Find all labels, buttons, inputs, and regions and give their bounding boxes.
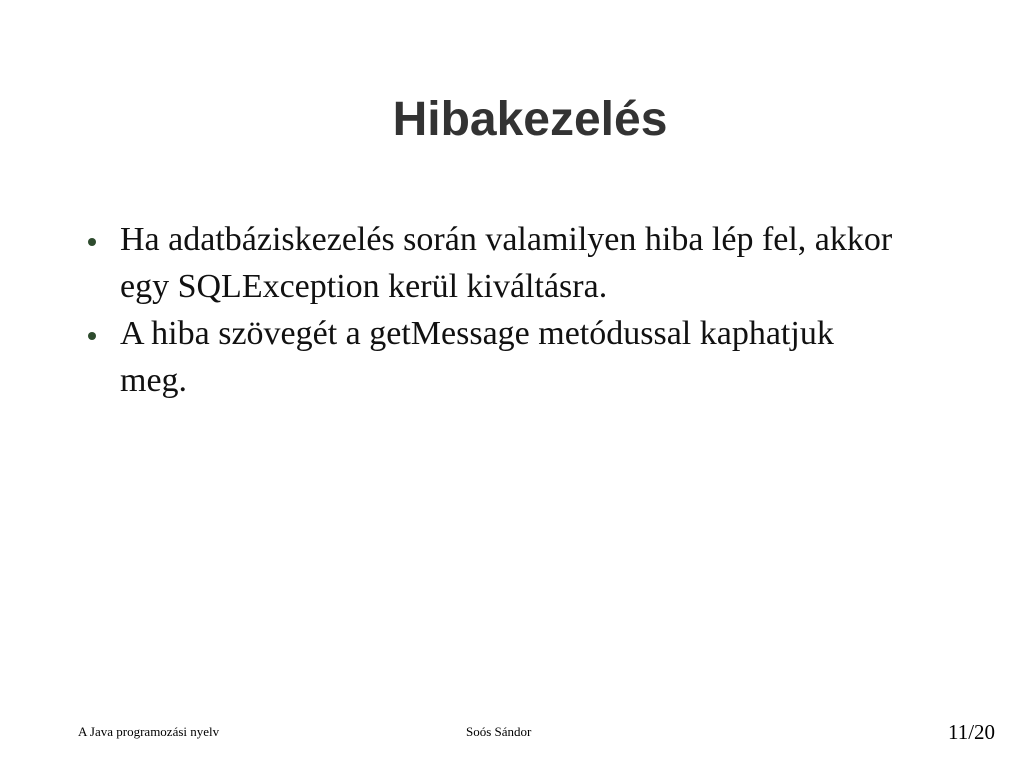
slide-title: Hibakezelés <box>392 93 668 146</box>
footer-author: Soós Sándor <box>466 724 532 739</box>
footer-course-name: A Java programozási nyelv <box>78 724 220 739</box>
bullet-text: A hiba szövegét a getMessage metódussal kaphatjuk meg. <box>120 315 834 399</box>
bullet-dot-icon <box>88 332 96 340</box>
bullet-text: Ha adatbáziskezelés során valamilyen hiba lép fel, akkor egy SQLException kerül kiváltásra. <box>120 221 893 305</box>
bullet-item <box>88 216 908 310</box>
page-number: 11/20 <box>948 720 996 744</box>
bullet-list <box>88 216 908 404</box>
bullet-item <box>88 310 908 404</box>
bullet-dot-icon <box>88 238 96 246</box>
